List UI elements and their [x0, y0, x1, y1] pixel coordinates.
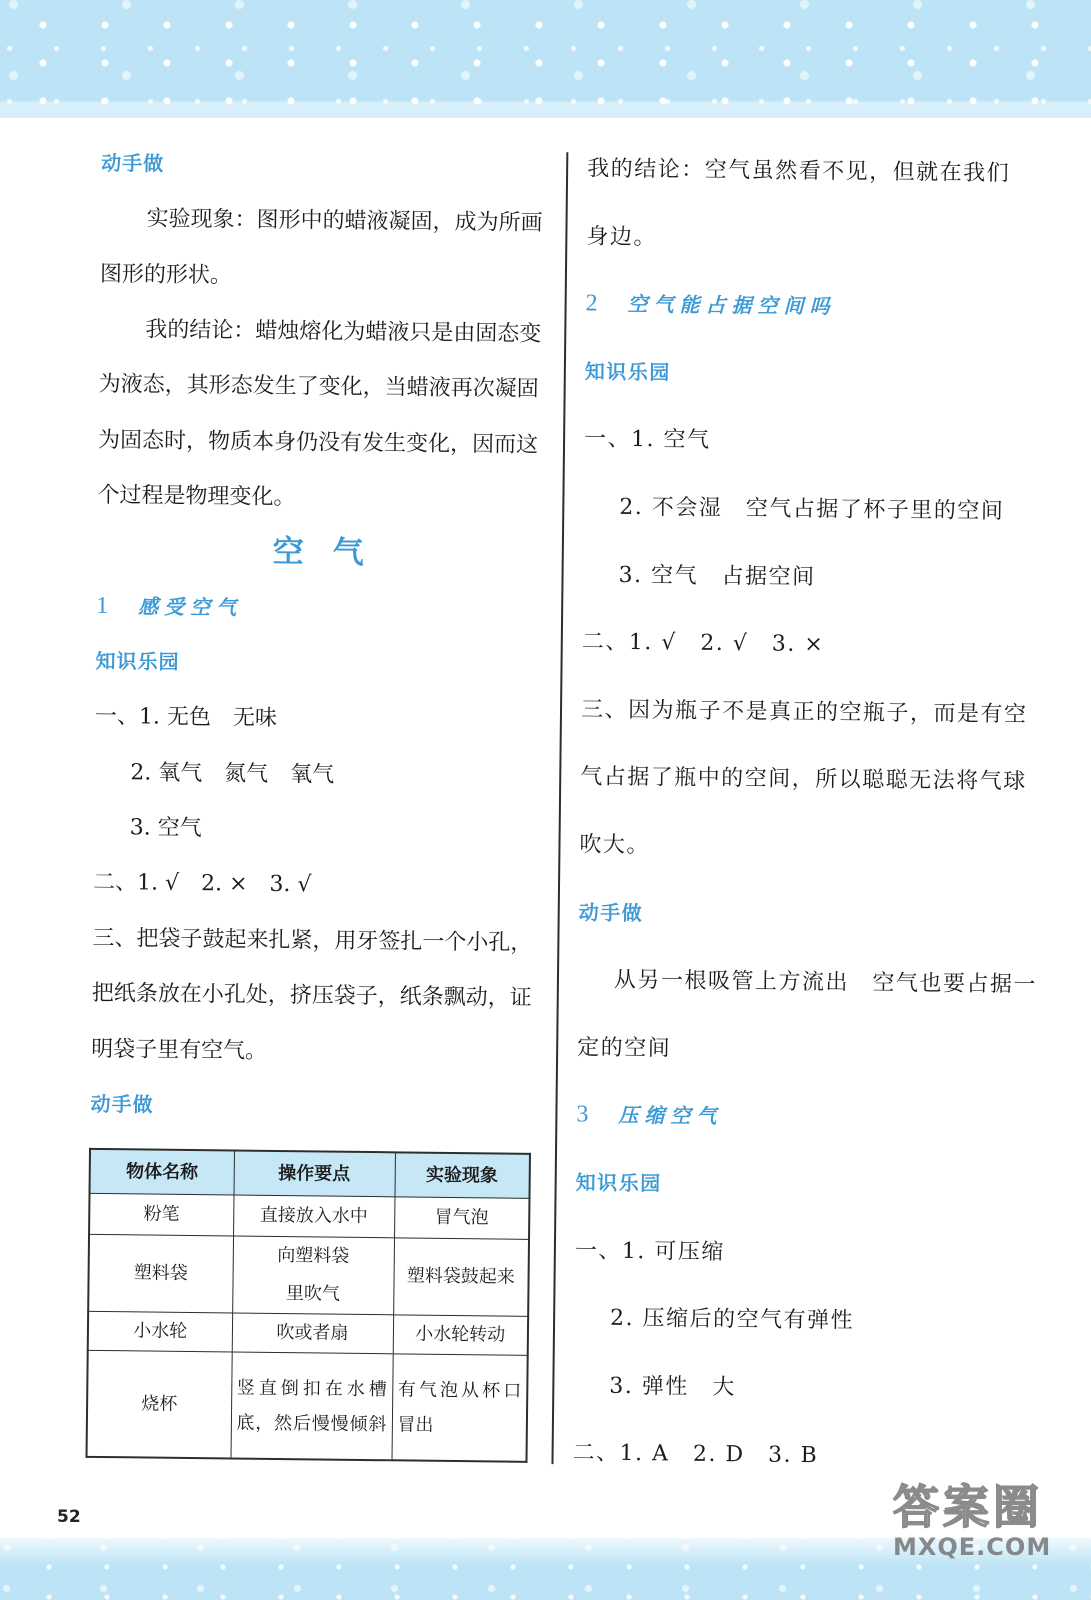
answer-line: 2. 压缩后的空气有弹性	[609, 1305, 855, 1334]
table-cell	[89, 1193, 233, 1236]
unit-title: 空气	[272, 534, 393, 572]
answer-line: 二、1. √ 2. √ 3. ×	[581, 629, 825, 658]
table-row	[88, 1311, 528, 1355]
paragraph-line: 我的结论：空气虽然看不见，但就在我们	[587, 156, 1011, 187]
answer-line: 明袋子里有空气。	[91, 1036, 268, 1064]
lesson-title: 空气能占据空间吗	[627, 292, 836, 319]
lesson-title: 压缩空气	[618, 1103, 723, 1129]
answer-line: 三、因为瓶子不是真正的空瓶子，而是有空	[580, 697, 1028, 728]
cell-text: 竖直倒扣在水槽	[236, 1377, 387, 1400]
table-cell	[87, 1350, 232, 1458]
knowledge-garden-heading: 知识乐园	[575, 1170, 662, 1196]
knowledge-garden-heading: 知识乐园	[95, 648, 180, 674]
cell-text: 小水轮	[133, 1320, 188, 1342]
table-header-cell: 物体名称	[90, 1149, 234, 1195]
answer-line: 把纸条放在小孔处，挤压袋子，纸条飘动，证	[91, 981, 532, 1012]
answer-line: 3. 空气 占据空间	[618, 562, 816, 590]
cell-text: 底，然后慢慢倾斜	[236, 1412, 387, 1435]
left-column	[90, 136, 563, 1137]
table-cell	[233, 1195, 394, 1238]
table-row	[87, 1350, 528, 1461]
answer-line: 二、1. A 2. D 3. B	[572, 1440, 819, 1469]
watermark-site: MXQE.COM	[893, 1533, 1052, 1561]
cell-text: 有气泡从杯口	[397, 1378, 522, 1402]
lesson-title: 感受空气	[138, 594, 243, 620]
hands-on-heading: 动手做	[101, 150, 165, 176]
paragraph-line: 身边。	[586, 224, 658, 250]
cell-text: 小水轮转动	[415, 1323, 506, 1346]
answer-line: 3. 空气	[129, 815, 202, 842]
lesson-heading	[96, 579, 559, 640]
table-cell	[394, 1197, 529, 1240]
hands-on-heading: 动手做	[90, 1091, 154, 1117]
answer-line: 3. 弹性 大	[609, 1373, 736, 1400]
right-column	[572, 135, 1057, 1492]
table-row	[88, 1234, 529, 1316]
paragraph-line: 我的结论：蜡烛熔化为蜡液只是由固态变	[145, 317, 542, 347]
answer-line: 吹大。	[579, 832, 651, 859]
answer-line: 三、把袋子鼓起来扎紧，用牙签扎一个小孔，	[92, 925, 533, 956]
table-cell	[231, 1352, 393, 1460]
answer-line: 2. 不会湿 空气占据了杯子里的空间	[619, 494, 1005, 525]
paragraph-line: 为固态时，物质本身仍没有发生变化，因而这	[97, 427, 539, 458]
hands-on-heading: 动手做	[578, 899, 644, 925]
table-cell	[232, 1236, 394, 1315]
answer-line: 一、1. 可压缩	[574, 1237, 726, 1265]
cell-text: 吹或者扇	[276, 1321, 349, 1344]
table-header-cell: 实验现象	[394, 1152, 529, 1198]
table-cell	[393, 1238, 529, 1317]
paragraph-line: 为液态，其形态发生了变化，当蜡液再次凝固	[98, 372, 539, 403]
cell-text: 粉笔	[143, 1203, 180, 1225]
table-header-cell: 操作要点	[233, 1150, 394, 1196]
table-cell	[391, 1354, 527, 1462]
answer-line: 一、1. 无色 无味	[94, 704, 278, 732]
table-row	[89, 1193, 529, 1239]
answer-line: 二、1. √ 2. × 3. √	[92, 870, 312, 898]
table-cell	[88, 1311, 232, 1352]
cell-text: 里吹气	[285, 1283, 340, 1305]
table-cell	[232, 1313, 393, 1354]
page-number: 52	[57, 1507, 81, 1527]
watermark-logo	[893, 1480, 1068, 1560]
cell-text: 直接放入水中	[259, 1204, 368, 1228]
lesson-heading	[576, 1082, 1047, 1155]
table-cell	[393, 1315, 528, 1356]
table-cell	[88, 1234, 233, 1313]
answer-line: 定的空间	[577, 1035, 672, 1062]
cell-text: 向塑料袋	[277, 1244, 350, 1267]
cell-text: 冒气泡	[434, 1206, 489, 1229]
paragraph-line: 图形的形状。	[99, 261, 233, 289]
table-header-row	[90, 1149, 530, 1198]
answer-line: 一、1. 空气	[583, 426, 711, 454]
lesson-heading	[585, 271, 1056, 344]
cell-text: 塑料袋	[133, 1262, 188, 1284]
cell-text: 烧杯	[141, 1393, 178, 1415]
lesson-number: 2	[585, 290, 598, 317]
lesson-number: 1	[96, 592, 109, 619]
cell-text: 冒出	[397, 1413, 434, 1436]
paragraph-line: 实验现象：图形中的蜡液凝固，成为所画	[146, 206, 543, 237]
cell-text: 塑料袋鼓起来	[406, 1265, 515, 1288]
paragraph-line: 个过程是物理变化。	[97, 482, 296, 511]
experiment-table	[86, 1148, 531, 1463]
lesson-number: 3	[576, 1101, 589, 1128]
answer-line: 从另一根吸管上方流出 空气也要占据一	[613, 967, 1038, 998]
knowledge-garden-heading: 知识乐园	[584, 359, 671, 385]
watermark-logo-text: 答案圈	[893, 1480, 1043, 1534]
answer-line: 2. 氧气 氮气 氧气	[130, 760, 335, 788]
answer-line: 气占据了瓶中的空间，所以聪聪无法将气球	[580, 764, 1027, 795]
